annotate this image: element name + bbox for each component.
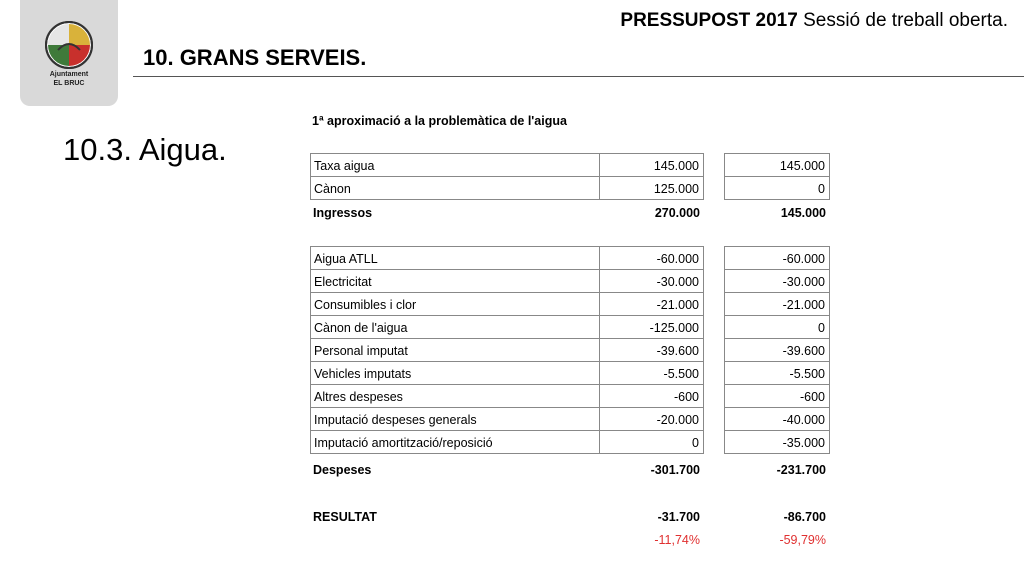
row-value-col1: -30.000 (600, 269, 704, 293)
row-value-col2: 145.000 (780, 206, 826, 220)
row-label: Taxa aigua (310, 153, 600, 177)
row-value-col1: -60.000 (600, 246, 704, 270)
subsection-title: 10.3. Aigua. (63, 132, 227, 167)
row-label: Imputació despeses generals (310, 407, 600, 431)
row-label: Personal imputat (310, 338, 600, 362)
row-value-col2: 145.000 (724, 153, 830, 177)
row-value-col1: 125.000 (600, 176, 704, 200)
row-value-col2: -40.000 (724, 407, 830, 431)
section-title: 10. GRANS SERVEIS. (143, 45, 367, 70)
municipal-seal-icon (44, 20, 94, 70)
row-value-col2: -5.500 (724, 361, 830, 385)
row-value-col1: -21.000 (600, 292, 704, 316)
row-label: Consumibles i clor (310, 292, 600, 316)
row-value-col2: -231.700 (776, 463, 826, 477)
row-value-col2: -60.000 (724, 246, 830, 270)
row-value-col2: 0 (724, 315, 830, 339)
row-label: Cànon de l'aigua (310, 315, 600, 339)
row-value-col2: -35.000 (724, 430, 830, 454)
row-label: Despeses (313, 463, 372, 477)
row-label: Vehicles imputats (310, 361, 600, 385)
header-title (620, 10, 1008, 32)
row-value-col1: -39.600 (600, 338, 704, 362)
logo-panel (20, 0, 118, 106)
row-value-col2: -600 (724, 384, 830, 408)
row-value-col1: -20.000 (600, 407, 704, 431)
row-value-col1: -5.500 (600, 361, 704, 385)
row-label: Electricitat (310, 269, 600, 293)
row-value-col1: -31.700 (657, 510, 700, 524)
row-value-col1: 270.000 (654, 206, 700, 220)
row-label (310, 528, 600, 552)
table-caption: 1ª aproximació a la problemàtica de l'aigua (312, 114, 567, 128)
header-divider (133, 76, 1024, 77)
row-value-col1: -600 (600, 384, 704, 408)
row-value-col1: 0 (600, 430, 704, 454)
row-value-col2: 0 (724, 176, 830, 200)
row-label: Imputació amortització/reposició (310, 430, 600, 454)
row-value-col1: 145.000 (600, 153, 704, 177)
row-label: Ingressos (313, 206, 373, 220)
row-value-col1: -125.000 (600, 315, 704, 339)
row-label: Cànon (310, 176, 600, 200)
row-value-col2: -30.000 (724, 269, 830, 293)
row-value-col2: -86.700 (783, 510, 826, 524)
row-label: Altres despeses (310, 384, 600, 408)
row-value-col1: -11,74% (654, 533, 700, 547)
logo-text-line1: Ajuntament (49, 71, 89, 78)
row-value-col2: -59,79% (779, 533, 826, 547)
header-title-rest: Sessió de treball oberta. (797, 10, 1008, 31)
row-value-col2: -21.000 (724, 292, 830, 316)
header-title-bold: PRESSUPOST 2017 (620, 10, 798, 31)
row-label: RESULTAT (313, 510, 377, 524)
logo-text-line2: EL BRUC (53, 80, 85, 87)
row-label: Aigua ATLL (310, 246, 600, 270)
row-value-col2: -39.600 (724, 338, 830, 362)
row-value-col1: -301.700 (650, 463, 700, 477)
